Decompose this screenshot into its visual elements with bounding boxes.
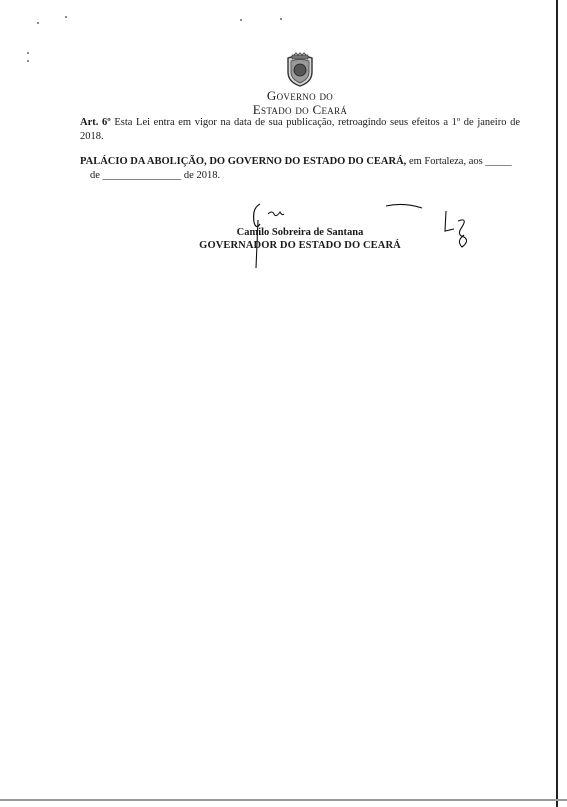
signer-name: Camilo Sobreira de Santana bbox=[236, 227, 364, 238]
article-text: Esta Lei entra em vigor na data de sua publicação, retroagindo seus efeitos a 1º de janeiro de 2018. bbox=[80, 117, 520, 142]
closing-place: PALÁCIO DA ABOLIÇÃO, DO GOVERNO DO ESTADO DO CEARÁ, bbox=[80, 156, 407, 167]
closing-rest: em Fortaleza, aos _____ bbox=[406, 156, 512, 167]
page-edge-bottom bbox=[0, 799, 567, 801]
state-coat-of-arms-icon bbox=[282, 52, 318, 88]
signature-block bbox=[170, 226, 430, 252]
letterhead bbox=[200, 89, 400, 116]
handwritten-initials bbox=[440, 205, 485, 250]
signer-title: GOVERNADOR DO ESTADO DO CEARÁ bbox=[199, 240, 401, 251]
handwritten-stroke bbox=[384, 200, 424, 212]
scan-speck bbox=[37, 22, 39, 24]
article-label: Art. 6º bbox=[80, 117, 111, 128]
scan-speck bbox=[65, 16, 67, 18]
letterhead-line-1: Governo do bbox=[266, 88, 334, 103]
page-edge-right bbox=[556, 0, 558, 807]
scan-speck bbox=[280, 18, 282, 20]
closing-line-2: de _______________ de 2018. bbox=[90, 170, 221, 181]
scan-speck bbox=[240, 19, 242, 21]
letterhead-line-2: Estado do Ceará bbox=[252, 101, 348, 117]
scan-speck bbox=[27, 52, 29, 54]
article-paragraph bbox=[80, 116, 520, 144]
closing-line-1 bbox=[80, 155, 520, 169]
scan-speck bbox=[27, 60, 29, 62]
closing-paragraph bbox=[80, 155, 520, 183]
